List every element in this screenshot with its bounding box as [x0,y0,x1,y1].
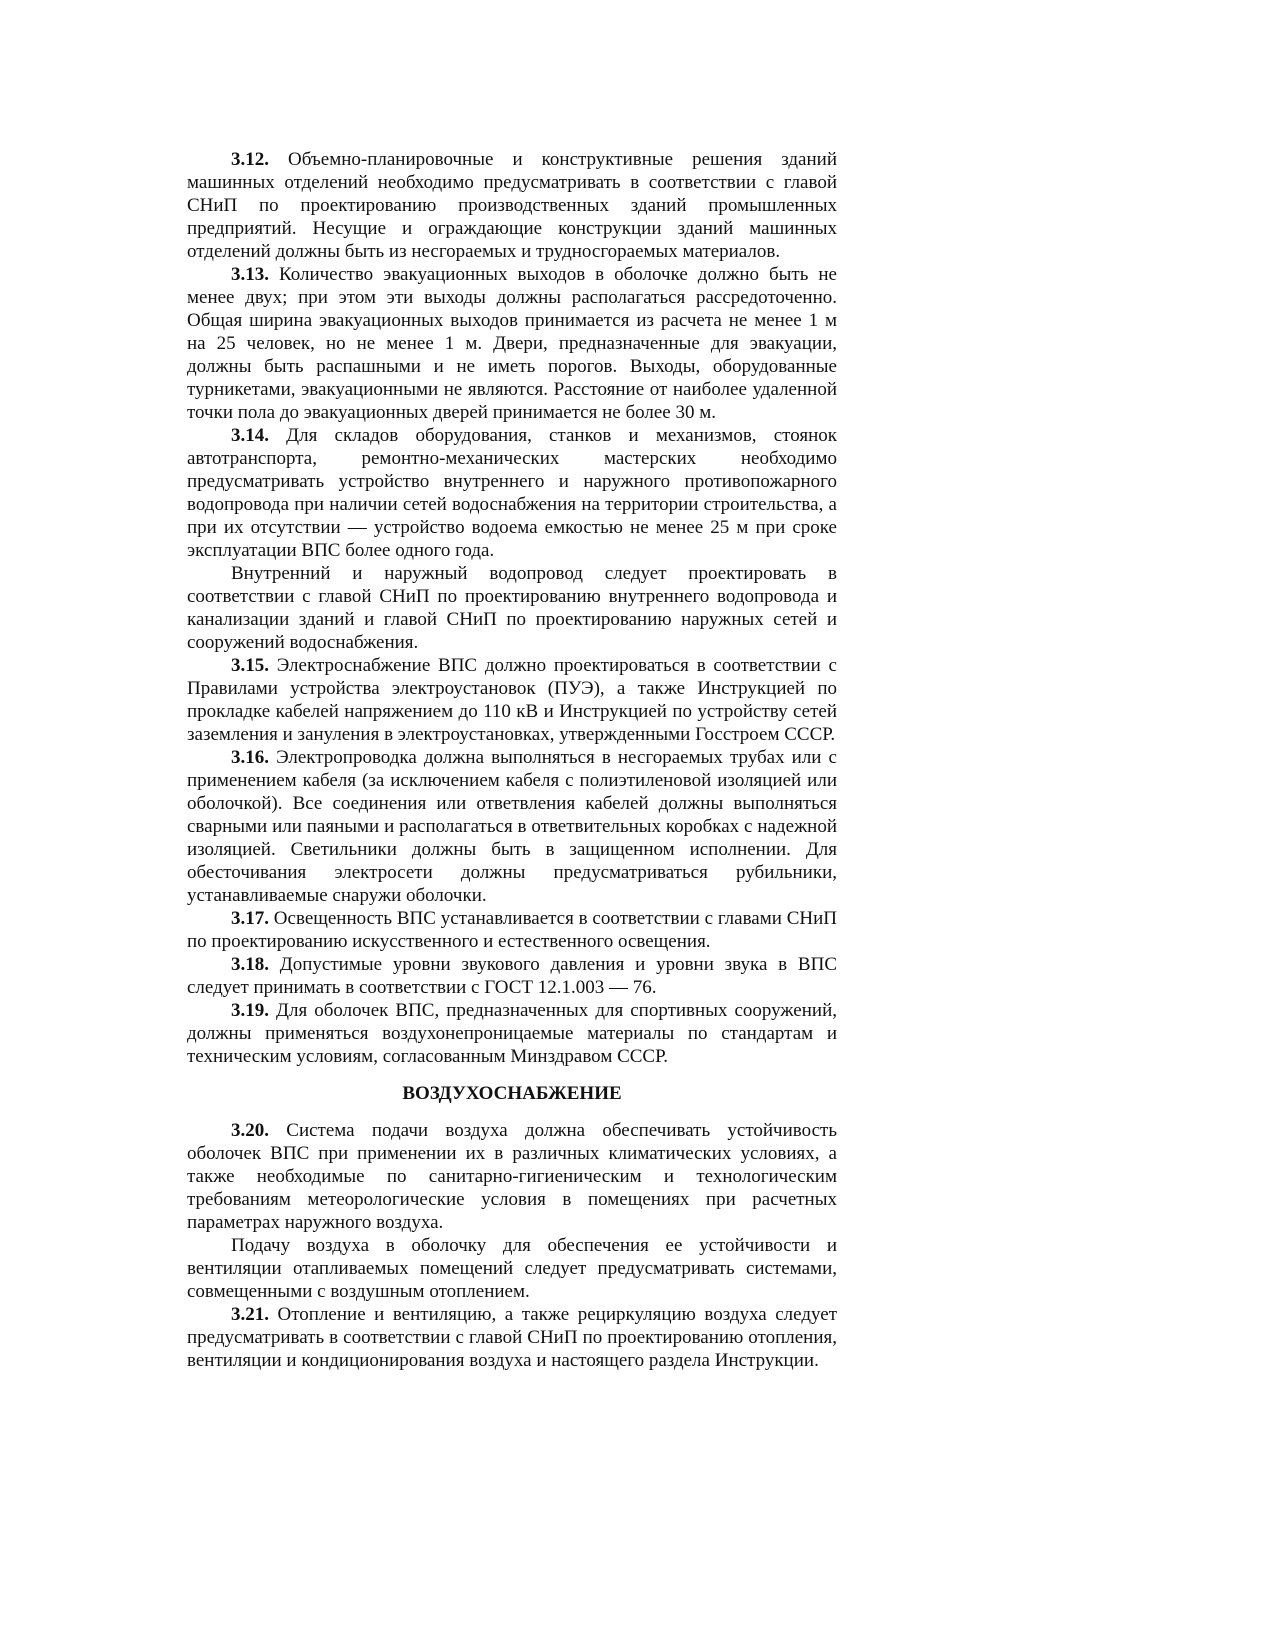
clause-number: 3.20. [231,1120,269,1141]
clause-number: 3.15. [231,655,269,676]
clause-number: 3.17. [231,908,269,929]
paragraph-text: Отопление и вентиляцию, а также рециркуляцию воздуха следует предусматривать в соответствии с главой СНиП по проектированию отопления, вентиляции и кондиционирования воздуха и настоящего раздела Инструкции. [187,1304,837,1371]
paragraph-3-14 [187,424,837,562]
paragraph-text: Объемно-планировочные и конструктивные решения зданий машинных отделений необходимо предусматривать в соответствии с главой СНиП по проектированию производственных зданий промышленных предприятий. Несущие и ограждающие конструкции зданий машинных отделений должны быть из несгораемых и трудносгораемых материалов. [187,149,837,262]
clause-number: 3.19. [231,1000,269,1021]
paragraph-text: Система подачи воздуха должна обеспечивать устойчивость оболочек ВПС при применении их в различных климатических условиях, а также необходимые по санитарно-гигиеническим и технологическим требованиям метеорологические условия в помещениях при расчетных параметрах наружного воздуха. [187,1120,837,1233]
paragraph-text: Подачу воздуха в оболочку для обеспечения ее устойчивости и вентиляции отапливаемых помещений следует предусматривать системами, совмещенными с воздушным отоплением. [187,1235,837,1302]
paragraph-text: Электроснабжение ВПС должно проектироваться в соответствии с Правилами устройства электроустановок (ПУЭ), а также Инструкцией по прокладке кабелей напряжением до 110 кВ и Инструкцией по устройству сетей заземления и зануления в электроустановках, утвержденными Госстроем СССР. [187,655,837,745]
clause-number: 3.18. [231,954,269,975]
paragraph-3-13 [187,263,837,424]
paragraph-3-19 [187,999,837,1068]
paragraph-text: Для складов оборудования, станков и механизмов, стоянок автотранспорта, ремонтно-механических мастерских необходимо предусматривать устройство внутреннего и наружного противопожарного водопровода при наличии сетей водоснабжения на территории строительства, а при их отсутствии — устройство водоема емкостью не менее 25 м при сроке эксплуатации ВПС более одного года. [187,425,837,561]
paragraph-3-20 [187,1119,837,1234]
clause-number: 3.16. [231,747,269,768]
paragraph-air-supply [187,1234,837,1303]
document-page [187,148,837,1372]
paragraph-3-15 [187,654,837,746]
clause-number: 3.14. [231,425,269,446]
paragraph-3-17 [187,907,837,953]
paragraph-text: Допустимые уровни звукового давления и уровни звука в ВПС следует принимать в соответствии с ГОСТ 12.1.003 — 76. [187,954,837,998]
paragraph-3-21 [187,1303,837,1372]
clause-number: 3.12. [231,149,269,170]
paragraph-text: Внутренний и наружный водопровод следует проектировать в соответствии с главой СНиП по проектированию внутреннего водопровода и канализации зданий и главой СНиП по проектированию наружных сетей и сооружений водоснабжения. [187,563,837,653]
section-heading: ВОЗДУХОСНАБЖЕНИЕ [402,1083,622,1104]
paragraph-3-18 [187,953,837,999]
paragraph-3-12 [187,148,837,263]
paragraph-text: Количество эвакуационных выходов в оболочке должно быть не менее двух; при этом эти выходы должны располагаться рассредоточенно. Общая ширина эвакуационных выходов принимается из расчета не менее 1 м на 25 человек, но не менее 1 м. Двери, предназначенные для эвакуации, должны быть распашными и не иметь порогов. Выходы, оборудованные турникетами, эвакуационными не являются. Расстояние от наиболее удаленной точки пола до эвакуационных дверей принимается не более 30 м. [187,264,837,423]
paragraph-water-supply [187,562,837,654]
clause-number: 3.21. [231,1304,269,1325]
paragraph-text: Для оболочек ВПС, предназначенных для спортивных сооружений, должны применяться воздухонепроницаемые материалы по стандартам и техническим условиям, согласованным Минздравом СССР. [187,1000,837,1067]
clause-number: 3.13. [231,264,269,285]
paragraph-text: Освещенность ВПС устанавливается в соответствии с главами СНиП по проектированию искусственного и естественного освещения. [187,908,837,952]
paragraph-3-16 [187,746,837,907]
paragraph-text: Электропроводка должна выполняться в несгораемых трубах или с применением кабеля (за исключением кабеля с полиэтиленовой изоляцией или оболочкой). Все соединения или ответвления кабелей должны выполняться сварными или паяными и располагаться в ответвительных коробках с надежной изоляцией. Светильники должны быть в защищенном исполнении. Для обесточивания электросети должны предусматриваться рубильники, устанавливаемые снаружи оболочки. [187,747,837,906]
